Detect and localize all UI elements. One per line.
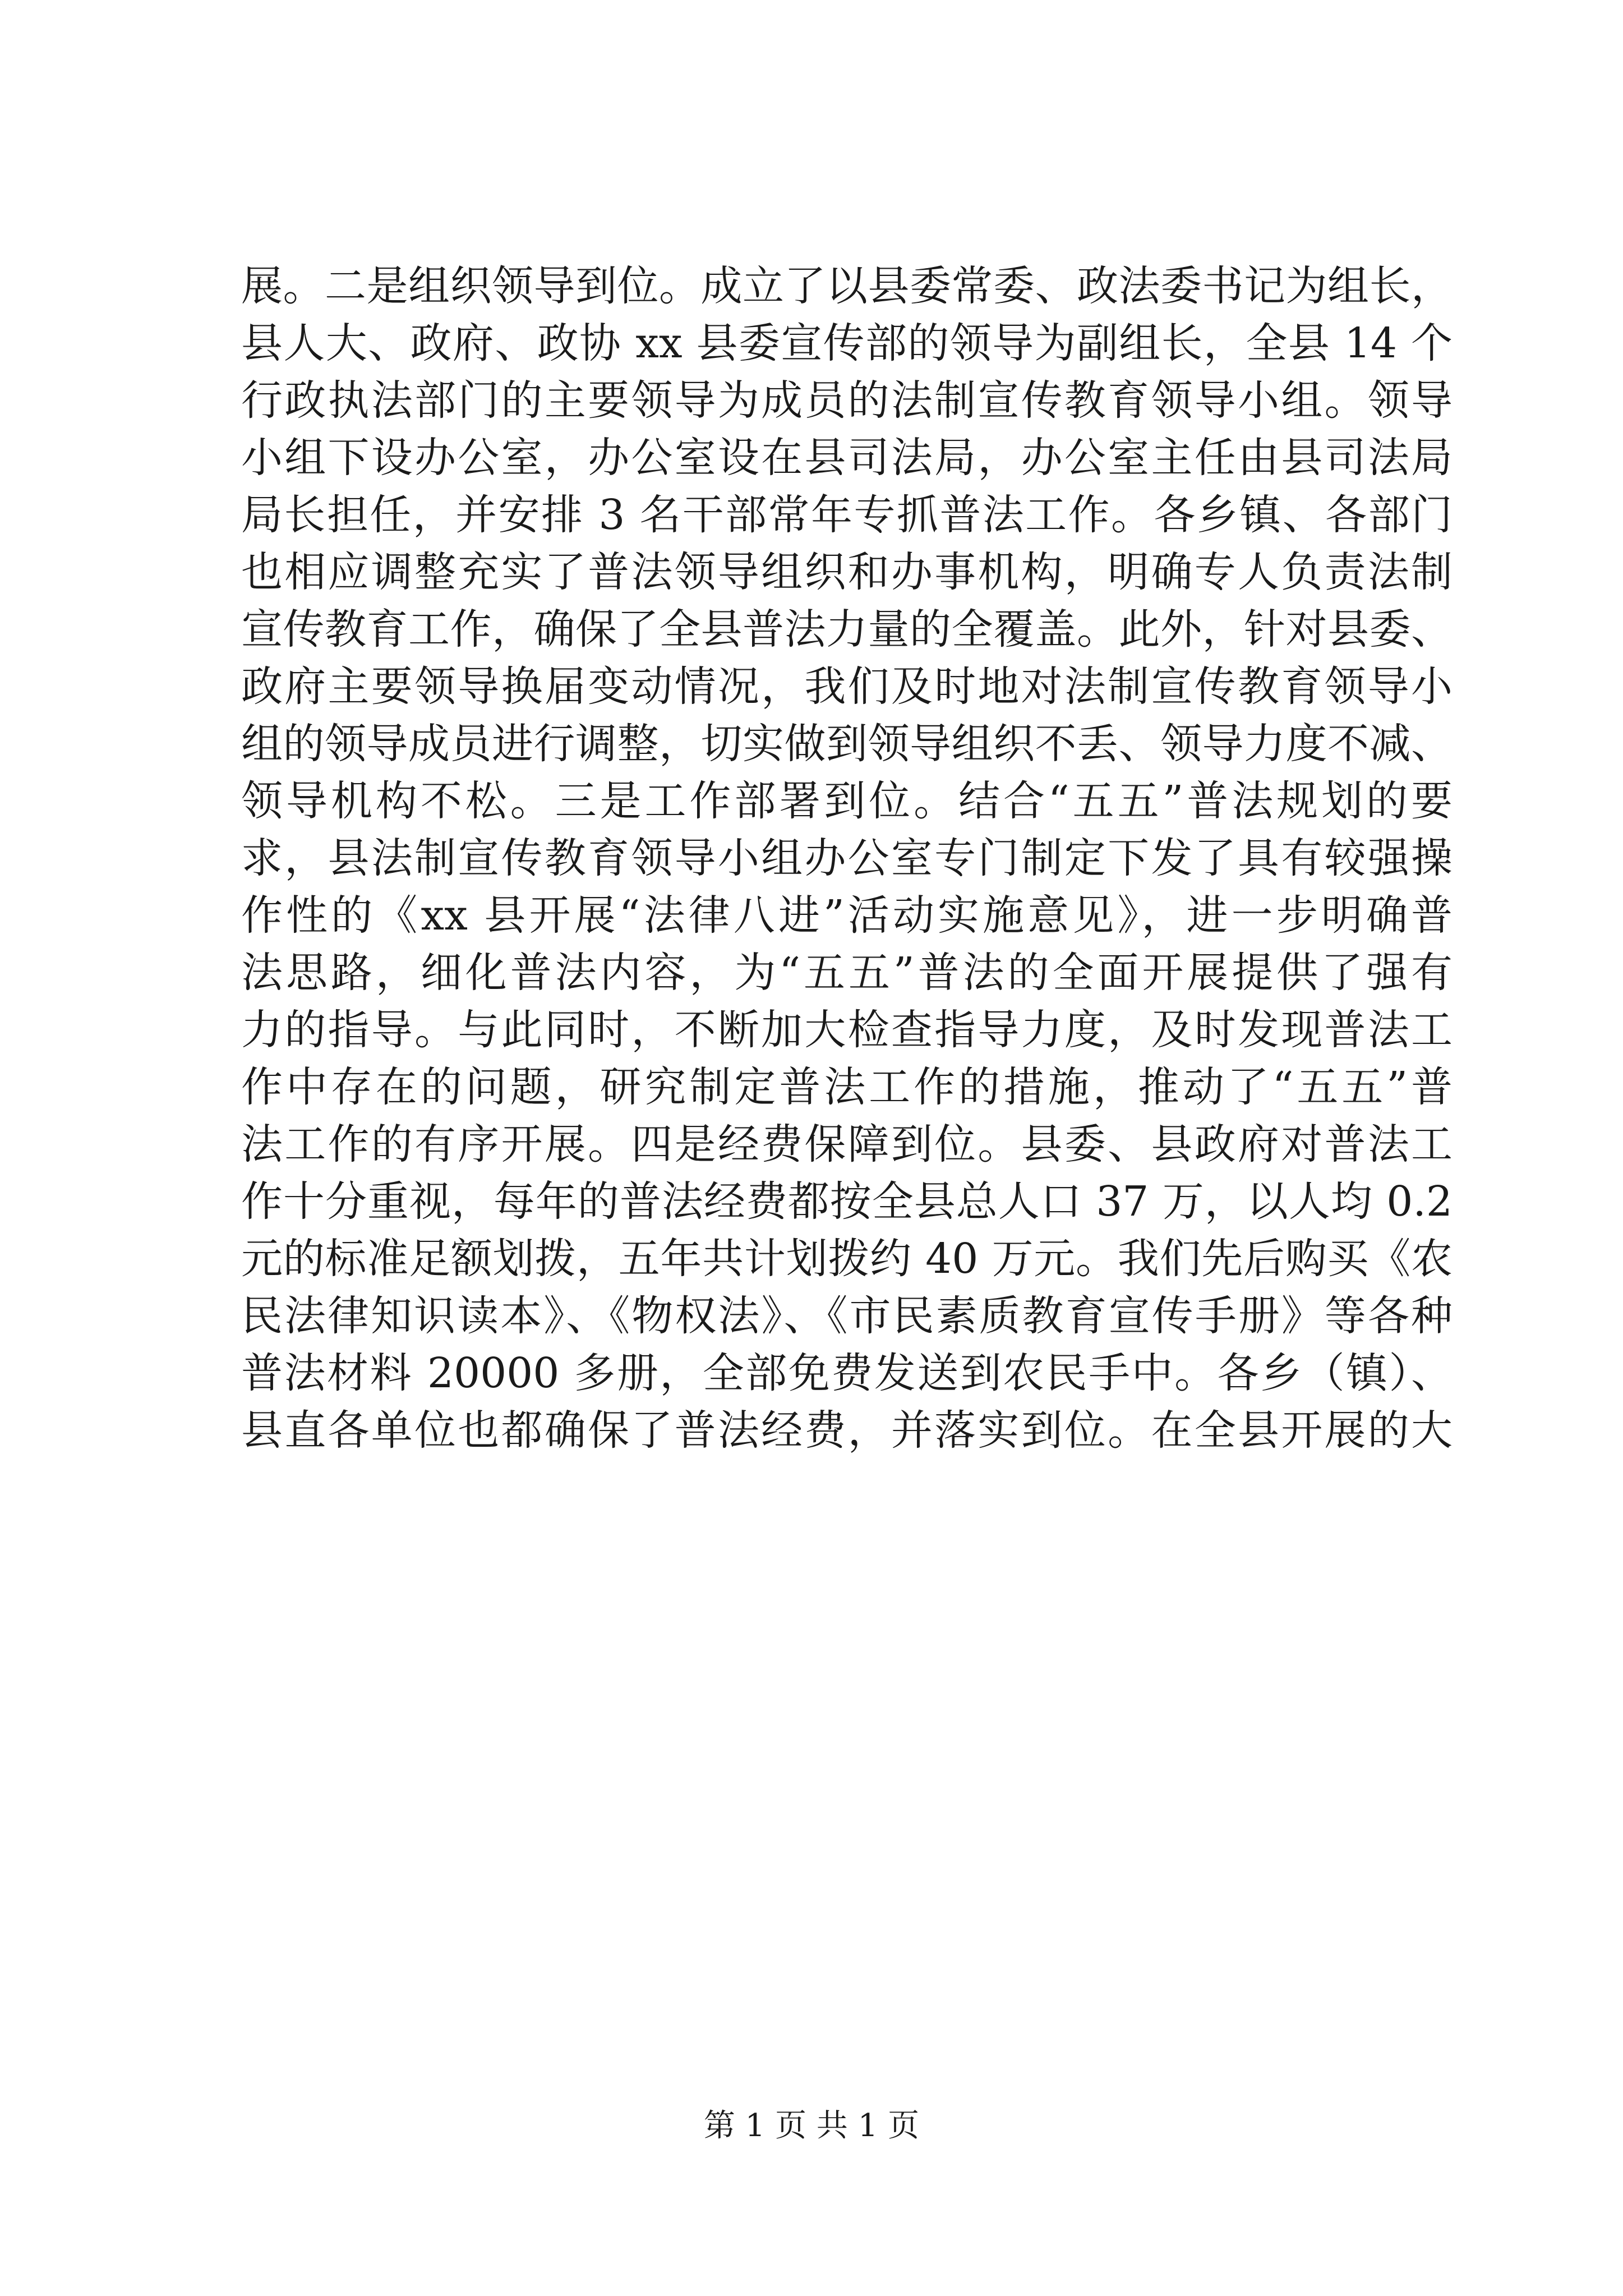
text-line: 元的标准足额划拨，五年共计划拨约 40 万元。我们先后购买《农 xyxy=(241,1235,1453,1283)
text-line: 行政执法部门的主要领导为成员的法制宣传教育领导小组。领导 xyxy=(241,376,1453,425)
text-line: 普法材料 20000 多册，全部免费发送到农民手中。各乡（镇）、 xyxy=(241,1349,1453,1397)
text-line: 小组下设办公室，办公室设在县司法局，办公室主任由县司法局 xyxy=(241,434,1453,482)
text-line: 作中存在的问题，研究制定普法工作的措施，推动了“五五”普 xyxy=(241,1063,1453,1111)
text-line: 法思路，细化普法内容，为“五五”普法的全面开展提供了强有 xyxy=(241,949,1453,997)
text-line: 作十分重视，每年的普法经费都按全县总人口 37 万，以人均 0.2 xyxy=(241,1177,1453,1226)
text-line: 宣传教育工作，确保了全县普法力量的全覆盖。此外，针对县委、 xyxy=(241,605,1453,654)
text-line: 领导机构不松。三是工作部署到位。结合“五五”普法规划的要 xyxy=(241,777,1453,825)
text-line: 组的领导成员进行调整，切实做到领导组织不丢、领导力度不减、 xyxy=(241,720,1453,768)
text-line: 县直各单位也都确保了普法经费，并落实到位。在全县开展的大 xyxy=(241,1406,1453,1455)
page-footer xyxy=(0,2106,1623,2146)
text-line: 也相应调整充实了普法领导组织和办事机构，明确专人负责法制 xyxy=(241,548,1453,596)
text-line: 局长担任，并安排 3 名干部常年专抓普法工作。各乡镇、各部门 xyxy=(241,491,1453,539)
body-text xyxy=(241,258,1453,1460)
text-line: 力的指导。与此同时，不断加大检查指导力度，及时发现普法工 xyxy=(241,1006,1453,1054)
text-line: 求，县法制宣传教育领导小组办公室专门制定下发了具有较强操 xyxy=(241,834,1453,882)
text-line: 县人大、政府、政协 xx 县委宣传部的领导为副组长，全县 14 个 xyxy=(241,319,1453,367)
text-line: 民法律知识读本》、《物权法》、《市民素质教育宣传手册》等各种 xyxy=(241,1292,1453,1340)
text-line: 作性的《xx 县开展“法律八进”活动实施意见》，进一步明确普 xyxy=(241,891,1453,940)
page-number-label: 第 1 页 共 1 页 xyxy=(703,2108,920,2144)
text-line: 展。二是组织领导到位。成立了以县委常委、政法委书记为组长， xyxy=(241,262,1453,310)
text-line: 法工作的有序开展。四是经费保障到位。县委、县政府对普法工 xyxy=(241,1120,1453,1168)
text-line: 政府主要领导换届变动情况，我们及时地对法制宣传教育领导小 xyxy=(241,662,1453,711)
